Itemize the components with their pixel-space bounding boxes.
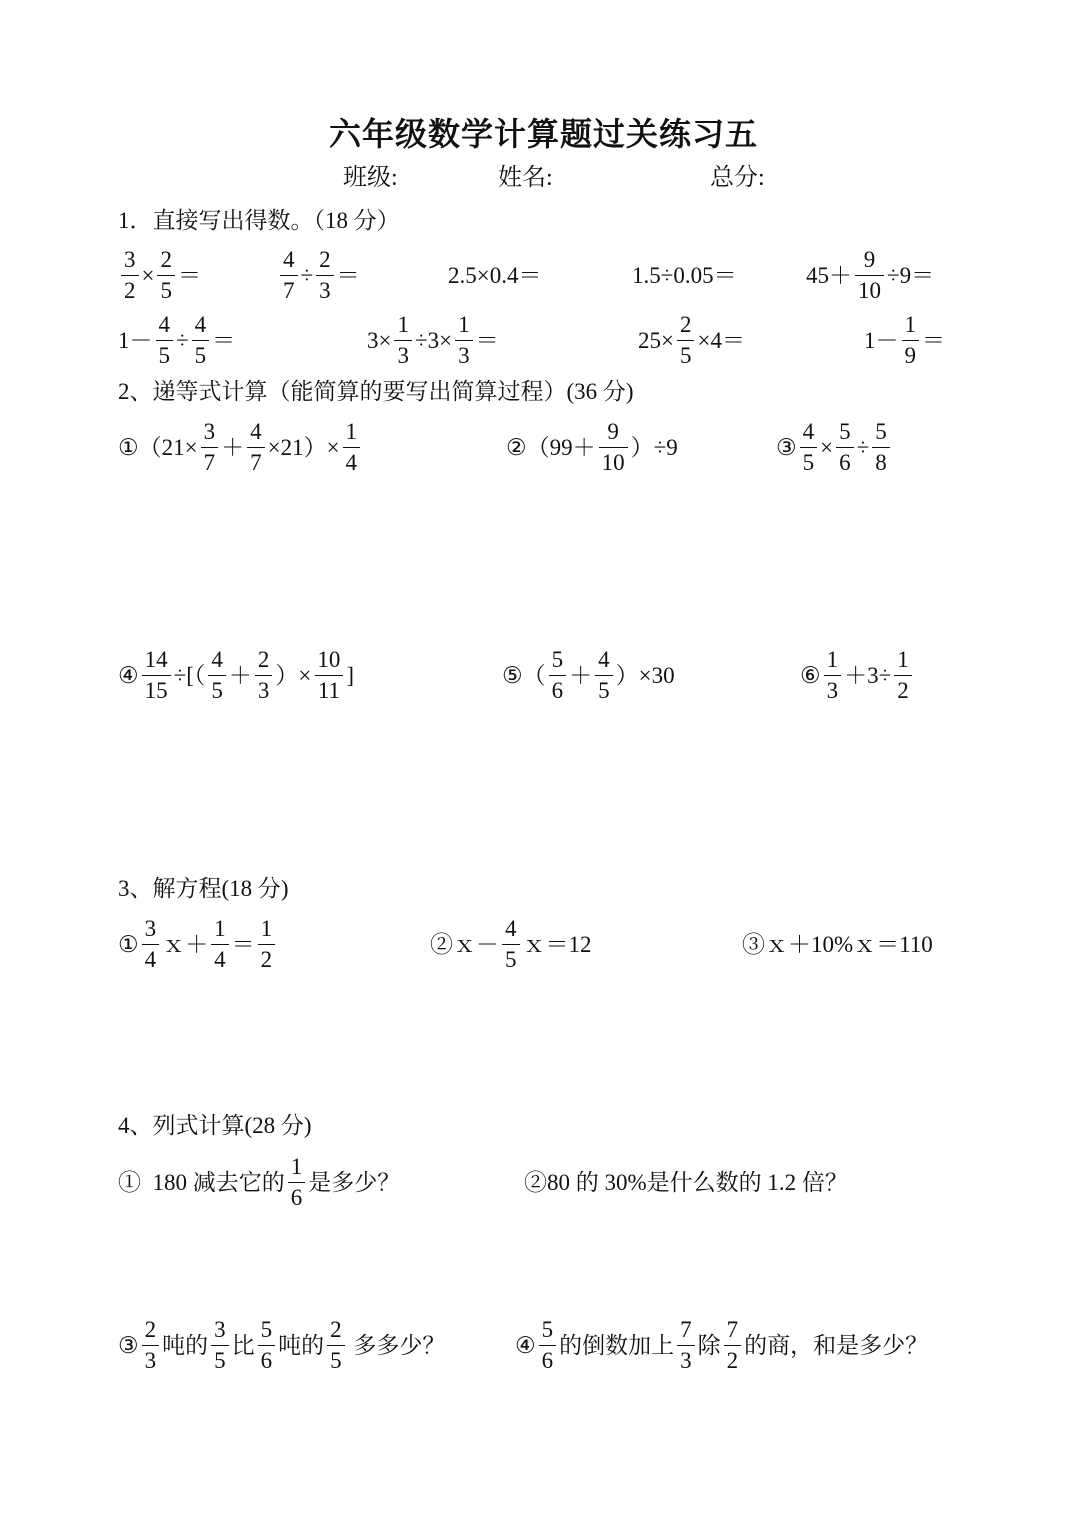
fraction-denominator: 4 — [142, 944, 160, 972]
fraction-numerator: 3 — [203, 419, 216, 444]
fraction-numerator: 4 — [802, 419, 815, 444]
fraction-numerator: 5 — [875, 419, 887, 444]
fraction-denominator: 3 — [824, 675, 842, 703]
fraction-numerator: 5 — [839, 419, 851, 444]
expression-text: 1－ — [118, 328, 153, 354]
fraction — [255, 648, 273, 703]
name-label: 姓名: — [498, 165, 553, 191]
fraction-numerator: 1 — [904, 312, 916, 337]
fraction-denominator: 5 — [595, 675, 613, 703]
expression-text: ⑤（ — [502, 663, 546, 689]
fraction-denominator: 15 — [142, 675, 171, 703]
fraction-denominator: 5 — [677, 340, 695, 368]
fraction-numerator: 1 — [826, 647, 839, 672]
s1-problem — [864, 313, 945, 368]
expression-text: 的倒数加上 — [559, 1333, 675, 1359]
fraction — [595, 648, 613, 703]
expression-text: 1.5÷0.05＝ — [632, 263, 737, 288]
expression-text: 比 — [231, 1333, 255, 1359]
section-3-heading: 3、解方程(18 分) — [118, 876, 289, 901]
expression-text: ②ｘ－ — [430, 932, 499, 958]
fraction — [288, 1155, 306, 1210]
s1-problem — [277, 248, 360, 303]
fraction-denominator: 3 — [677, 1345, 695, 1373]
expression-text: ⑥ — [800, 663, 821, 689]
fraction-numerator: 4 — [598, 647, 610, 672]
fraction — [836, 420, 854, 475]
s4-problem — [118, 1318, 445, 1373]
fraction — [258, 917, 276, 972]
s4-problem — [524, 1171, 848, 1194]
fraction-denominator: 10 — [599, 447, 628, 475]
fraction — [208, 648, 226, 703]
fraction-numerator: 5 — [551, 647, 564, 672]
expression-text: ＋ — [228, 663, 252, 689]
fraction-denominator: 5 — [502, 944, 520, 972]
s4-problem — [515, 1318, 928, 1373]
fraction-numerator: 1 — [260, 916, 273, 941]
fraction — [902, 313, 920, 368]
fraction — [502, 917, 520, 972]
fraction-denominator: 2 — [724, 1345, 742, 1373]
expression-text: 的商，和是多少？ — [744, 1333, 929, 1359]
fraction-numerator: 4 — [283, 247, 295, 272]
fraction-numerator: 2 — [319, 247, 331, 272]
fraction — [280, 248, 298, 303]
fraction-denominator: 6 — [539, 1345, 557, 1373]
fraction-numerator: 5 — [260, 1317, 273, 1342]
fraction — [142, 648, 171, 703]
expression-text: 除 — [697, 1333, 721, 1359]
fraction — [343, 420, 361, 475]
expression-text: ＝ — [336, 263, 360, 289]
fraction-denominator: 4 — [343, 447, 361, 475]
fraction — [327, 1318, 345, 1373]
expression-text: ）× — [275, 663, 312, 689]
fraction-numerator: 7 — [680, 1317, 692, 1342]
fraction-numerator: 9 — [863, 247, 876, 272]
expression-text: ｘ＝12 — [522, 932, 592, 958]
class-label: 班级: — [343, 165, 398, 191]
s2-problem — [776, 420, 893, 475]
s1-problem — [632, 264, 737, 287]
expression-text: ×21）× — [267, 435, 340, 461]
fraction — [121, 248, 139, 303]
fraction-numerator: 10 — [317, 647, 341, 672]
s3-equation — [118, 917, 278, 972]
fraction-denominator: 6 — [258, 1345, 276, 1373]
fraction — [824, 648, 842, 703]
section-1-heading: 1．直接写出得数。（18 分） — [118, 208, 400, 233]
fraction-denominator: 4 — [211, 944, 229, 972]
expression-text: ] — [346, 663, 355, 689]
fraction — [314, 648, 343, 703]
fraction — [211, 1318, 229, 1373]
fraction — [142, 1318, 160, 1373]
fraction-numerator: 1 — [397, 312, 409, 337]
fraction-denominator: 6 — [288, 1182, 306, 1210]
fraction-numerator: 1 — [897, 647, 909, 672]
expression-text: ＋ — [569, 663, 593, 689]
fraction-denominator: 5 — [327, 1345, 345, 1373]
fraction-numerator: 2 — [144, 1317, 157, 1342]
expression-text: ① 180 减去它的 — [118, 1170, 285, 1196]
fraction — [156, 313, 174, 368]
expression-text: ＋ — [221, 435, 245, 461]
fraction-denominator: 2 — [121, 275, 139, 303]
fraction-denominator: 2 — [894, 675, 912, 703]
fraction-denominator: 3 — [316, 275, 334, 303]
expression-text: 多多少？ — [347, 1333, 446, 1359]
expression-text: ）×30 — [615, 663, 675, 689]
fraction-numerator: 4 — [211, 647, 223, 672]
section-2-heading: 2、递等式计算（能简算的要写出简算过程）(36 分) — [118, 379, 634, 404]
expression-text: ③ — [776, 435, 797, 461]
fraction — [677, 313, 695, 368]
expression-text: ②（99＋ — [506, 435, 596, 461]
fraction-denominator: 11 — [315, 675, 343, 703]
fraction — [157, 248, 175, 303]
expression-text: × — [820, 435, 834, 461]
s1-problem — [118, 248, 201, 303]
fraction-numerator: 4 — [505, 916, 517, 941]
fraction-numerator: 4 — [158, 312, 170, 337]
expression-text: ②80 的 30%是什么数的 1.2 倍？ — [524, 1170, 848, 1195]
page-title: 六年级数学计算题过关练习五 — [328, 115, 758, 153]
fraction-numerator: 2 — [330, 1317, 342, 1342]
s1-problem — [806, 248, 934, 303]
fraction-numerator: 2 — [160, 247, 172, 272]
expression-text: 1－ — [864, 328, 899, 354]
expression-text: ×4＝ — [697, 328, 745, 354]
fraction — [539, 1318, 557, 1373]
fraction — [201, 420, 219, 475]
fraction — [800, 420, 818, 475]
s4-problem — [118, 1155, 400, 1210]
expression-text: ＋3÷ — [844, 663, 892, 689]
fraction — [394, 313, 412, 368]
fraction-denominator: 7 — [280, 275, 298, 303]
fraction-denominator: 5 — [157, 275, 175, 303]
fraction — [455, 313, 473, 368]
fraction-denominator: 5 — [156, 340, 174, 368]
fraction — [549, 648, 567, 703]
fraction — [192, 313, 210, 368]
fraction — [855, 248, 884, 303]
s1-problem — [638, 313, 745, 368]
expression-text: ＝ — [922, 328, 945, 354]
fraction-numerator: 5 — [541, 1317, 554, 1342]
fraction-denominator: 7 — [201, 447, 219, 475]
fraction-numerator: 9 — [607, 419, 619, 444]
fraction-numerator: 1 — [214, 916, 226, 941]
fraction-numerator: 1 — [345, 419, 358, 444]
fraction — [258, 1318, 276, 1373]
fraction-numerator: 14 — [144, 647, 168, 672]
fraction-denominator: 5 — [208, 675, 226, 703]
s1-problem — [118, 313, 235, 368]
fraction — [894, 648, 912, 703]
fraction — [677, 1318, 695, 1373]
fraction-denominator: 8 — [872, 447, 890, 475]
score-label: 总分: — [710, 165, 765, 191]
s2-problem — [800, 648, 915, 703]
s2-problem — [506, 420, 678, 475]
expression-text: × — [141, 263, 155, 289]
expression-text: ÷ — [300, 263, 314, 289]
fraction-denominator: 9 — [902, 340, 920, 368]
expression-text: 25× — [638, 328, 674, 354]
expression-text: ＝ — [475, 328, 499, 354]
fraction-denominator: 7 — [247, 447, 265, 475]
fraction — [872, 420, 890, 475]
fraction-denominator: 5 — [192, 340, 210, 368]
s1-problem — [367, 313, 499, 368]
expression-text: ＝ — [231, 932, 255, 958]
fraction-numerator: 2 — [679, 312, 692, 337]
expression-text: 吨的 — [162, 1333, 209, 1359]
expression-text: ÷[（ — [173, 663, 206, 689]
section-4-heading: 4、列式计算(28 分) — [118, 1113, 312, 1138]
s2-problem — [502, 648, 675, 703]
s1-problem — [448, 264, 541, 287]
s2-problem — [118, 648, 354, 703]
expression-text: ｘ＋ — [162, 932, 209, 958]
fraction-denominator: 3 — [455, 340, 473, 368]
fraction-denominator: 2 — [258, 944, 276, 972]
expression-text: ÷ — [176, 328, 189, 354]
fraction-numerator: 2 — [257, 647, 270, 672]
fraction-denominator: 3 — [255, 675, 273, 703]
expression-text: 是多少？ — [308, 1170, 401, 1196]
expression-text: ÷9＝ — [887, 263, 935, 289]
fraction — [211, 917, 229, 972]
expression-text: 3× — [367, 328, 392, 354]
fraction — [724, 1318, 742, 1373]
fraction — [142, 917, 160, 972]
expression-text: 吨的 — [278, 1333, 325, 1359]
fraction-numerator: 4 — [194, 312, 207, 337]
fraction-numerator: 7 — [726, 1317, 739, 1342]
s3-equation — [742, 933, 933, 956]
expression-text: ）÷9 — [630, 435, 678, 461]
fraction — [247, 420, 265, 475]
fraction-numerator: 3 — [144, 916, 157, 941]
fraction-denominator: 10 — [855, 275, 884, 303]
expression-text: ÷3× — [414, 328, 453, 354]
expression-text: ÷ — [856, 435, 870, 461]
fraction-numerator: 3 — [124, 247, 136, 272]
expression-text: ＝ — [212, 328, 236, 354]
fraction-numerator: 1 — [458, 312, 470, 337]
expression-text: ①（21× — [118, 435, 198, 461]
expression-text: ＝ — [177, 263, 201, 289]
fraction — [599, 420, 628, 475]
expression-text: 2.5×0.4＝ — [448, 263, 542, 288]
s2-problem — [118, 420, 363, 475]
fraction-denominator: 3 — [394, 340, 412, 368]
expression-text: ① — [118, 932, 139, 958]
fraction-denominator: 6 — [836, 447, 854, 475]
fraction-denominator: 5 — [800, 447, 818, 475]
fraction-denominator: 3 — [142, 1345, 160, 1373]
expression-text: ③ｘ＋10%ｘ＝110 — [742, 932, 933, 957]
fraction-denominator: 6 — [549, 675, 567, 703]
expression-text: 45＋ — [806, 263, 852, 289]
fraction-numerator: 3 — [214, 1317, 226, 1342]
fraction — [316, 248, 334, 303]
s3-equation — [430, 917, 592, 972]
expression-text: ④ — [118, 663, 139, 689]
expression-text: ③ — [118, 1333, 139, 1359]
expression-text: ④ — [515, 1333, 536, 1359]
fraction-numerator: 1 — [290, 1154, 303, 1179]
fraction-numerator: 4 — [250, 419, 262, 444]
fraction-denominator: 5 — [211, 1345, 229, 1373]
